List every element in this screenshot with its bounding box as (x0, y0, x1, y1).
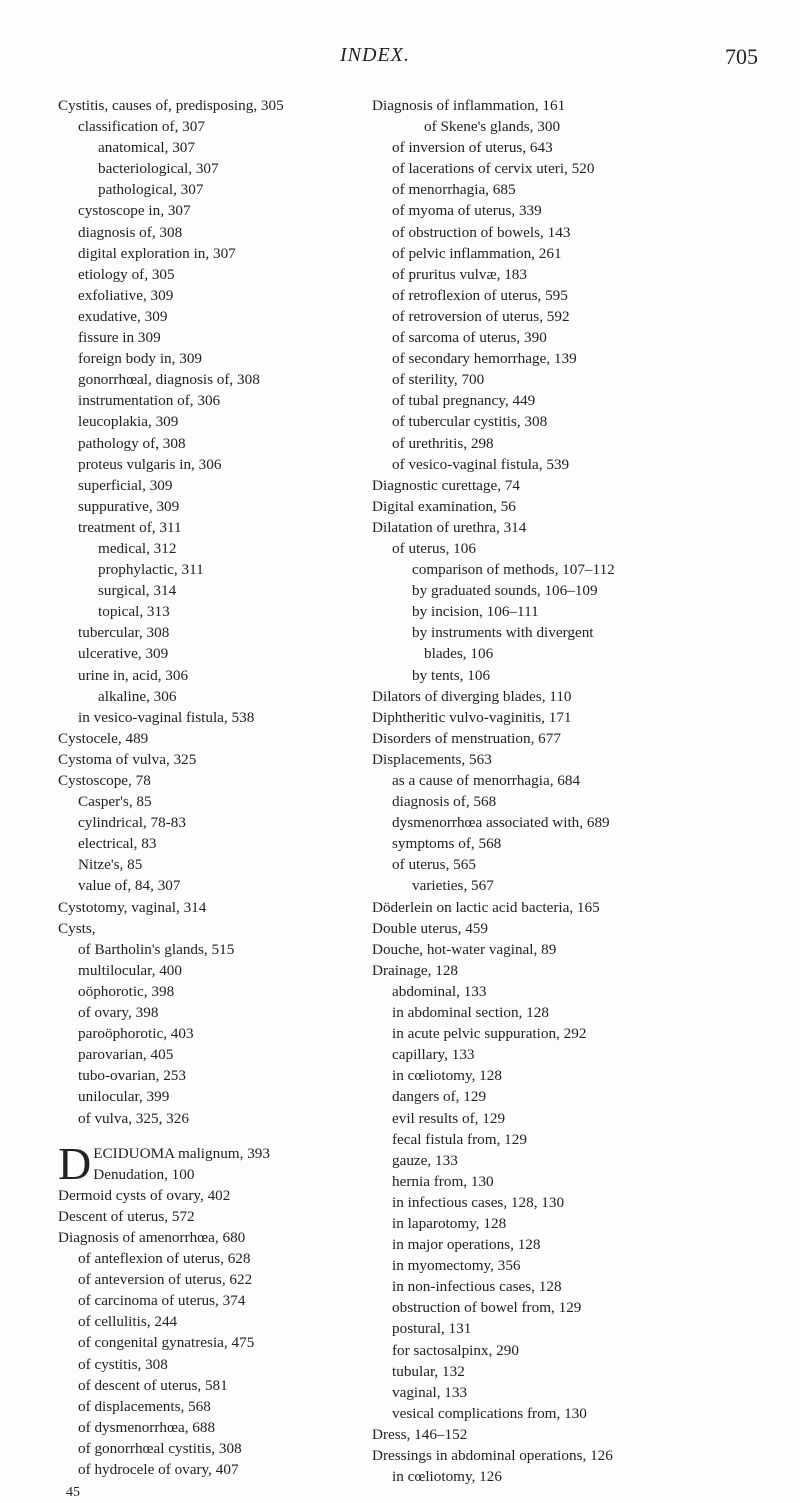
index-entry: of sterility, 700 (392, 371, 485, 389)
index-entry: of displacements, 568 (78, 1397, 211, 1415)
index-entry: electrical, 83 (78, 835, 157, 853)
index-entry: Diphtheritic vulvo-vaginitis, 171 (372, 708, 572, 726)
index-entry: in cœliotomy, 126 (392, 1468, 502, 1486)
index-entry: symptoms of, 568 (392, 835, 502, 853)
page-header (0, 44, 800, 84)
index-entry: of pelvic inflammation, 261 (392, 244, 562, 262)
index-entry: blades, 106 (424, 645, 494, 663)
index-entry: proteus vulgaris in, 306 (78, 455, 222, 473)
index-entry: unilocular, 399 (78, 1088, 170, 1106)
index-entry: anatomical, 307 (98, 139, 195, 157)
index-entry: of ovary, 398 (78, 1004, 159, 1022)
index-entry: leucoplakia, 309 (78, 413, 179, 431)
index-entry: of menorrhagia, 685 (392, 181, 516, 199)
index-entry: cystoscope in, 307 (78, 202, 191, 220)
index-entry: of obstruction of bowels, 143 (392, 223, 571, 241)
index-entry: alkaline, 306 (98, 687, 177, 705)
index-entry: of uterus, 106 (392, 539, 476, 557)
index-entry: of sarcoma of uterus, 390 (392, 329, 547, 347)
index-entry: fissure in 309 (78, 329, 161, 347)
index-entry: of tubal pregnancy, 449 (392, 392, 536, 410)
index-entry: of retroflexion of uterus, 595 (392, 286, 568, 304)
index-entry: comparison of methods, 107–112 (412, 561, 615, 579)
index-entry: in cœliotomy, 128 (392, 1067, 502, 1085)
dropcap-letter: D (58, 1137, 92, 1189)
index-entry: of Skene's glands, 300 (424, 118, 561, 136)
index-entry: Cystotomy, vaginal, 314 (58, 898, 207, 916)
index-entry: Double uterus, 459 (372, 919, 488, 937)
index-entry: of dysmenorrhœa, 688 (78, 1418, 216, 1436)
index-entry: Cystoma of vulva, 325 (58, 750, 197, 768)
index-entry: Cystoscope, 78 (58, 772, 151, 789)
index-entry: of hydrocele of ovary, 407 (78, 1461, 239, 1478)
index-entry: of secondary hemorrhage, 139 (392, 350, 577, 368)
index-entry: diagnosis of, 568 (392, 793, 497, 811)
index-entry: etiology of, 305 (78, 265, 175, 283)
index-entry: urine in, acid, 306 (78, 666, 189, 684)
index-entry: of retroversion of uterus, 592 (392, 307, 570, 325)
index-entry: tubular, 132 (392, 1362, 465, 1380)
index-entry: Cysts, (58, 919, 96, 937)
index-entry: paroöphorotic, 403 (78, 1025, 194, 1043)
index-entry: in infectious cases, 128, 130 (392, 1193, 565, 1211)
index-entry: Digital examination, 56 (372, 497, 516, 515)
index-entry: topical, 313 (98, 603, 170, 621)
index-entry: dysmenorrhœa associated with, 689 (392, 814, 610, 832)
index-entry: dangers of, 129 (392, 1088, 487, 1106)
index-entry: exudative, 309 (78, 307, 168, 325)
index-list-left-bottom (58, 1185, 408, 1480)
right-column (372, 95, 772, 1487)
index-entry: tubercular, 308 (78, 624, 170, 642)
index-entry: Dermoid cysts of ovary, 402 (58, 1186, 231, 1204)
index-entry: Cystocele, 489 (58, 729, 149, 747)
index-entry: in laparotomy, 128 (392, 1214, 507, 1232)
index-entry: of pruritus vulvæ, 183 (392, 265, 527, 283)
index-entry: in non-infectious cases, 128 (392, 1278, 562, 1296)
index-entry: medical, 312 (98, 539, 177, 557)
index-entry: of cystitis, 308 (78, 1355, 168, 1373)
index-entry: of cellulitis, 244 (78, 1313, 178, 1331)
index-entry: gonorrhœal, diagnosis of, 308 (78, 371, 260, 389)
index-entry: Cystitis, causes of, predisposing, 305 (58, 97, 284, 114)
index-entry: superficial, 309 (78, 476, 173, 494)
index-entry: by instruments with divergent (412, 624, 594, 642)
index-entry: capillary, 133 (392, 1046, 475, 1064)
index-entry: Dilatation of urethra, 314 (372, 518, 527, 536)
running-title: INDEX. (340, 44, 410, 66)
index-entry: of vesico-vaginal fistula, 539 (392, 455, 570, 473)
index-entry: of carcinoma of uterus, 374 (78, 1292, 246, 1310)
index-entry: Diagnosis of amenorrhœa, 680 (58, 1228, 246, 1246)
index-entry: of anteflexion of uterus, 628 (78, 1250, 251, 1268)
index-entry: Diagnostic curettage, 74 (372, 476, 521, 494)
signature-folio: 45 (66, 1485, 80, 1501)
index-entry: gauze, 133 (392, 1151, 458, 1169)
index-entry: vesical complications from, 130 (392, 1404, 587, 1422)
index-entry: treatment of, 311 (78, 518, 182, 536)
index-entry: by graduated sounds, 106–109 (412, 582, 598, 600)
index-entry: multilocular, 400 (78, 961, 182, 979)
index-entry: Casper's, 85 (78, 793, 152, 811)
index-entry: of descent of uterus, 581 (78, 1376, 228, 1394)
index-entry: of lacerations of cervix uteri, 520 (392, 160, 595, 178)
index-entry: in major operations, 128 (392, 1236, 541, 1254)
index-list-left-top (58, 95, 408, 1129)
index-entry: parovarian, 405 (78, 1046, 174, 1064)
index-entry: digital exploration in, 307 (78, 244, 236, 262)
index-entry: foreign body in, 309 (78, 350, 203, 368)
index-entry: bacteriological, 307 (98, 160, 219, 178)
index-entry: of myoma of uterus, 339 (392, 202, 542, 220)
index-entry: Douche, hot-water vaginal, 89 (372, 940, 557, 958)
index-entry: postural, 131 (392, 1320, 472, 1338)
index-entry: Nitze's, 85 (78, 856, 143, 874)
index-entry: Descent of uterus, 572 (58, 1207, 195, 1225)
page-number: 705 (725, 44, 758, 69)
index-entry: surgical, 314 (98, 582, 177, 600)
index-entry: by incision, 106–111 (412, 603, 539, 621)
index-entry: hernia from, 130 (392, 1172, 494, 1190)
index-entry: Disorders of menstruation, 677 (372, 729, 561, 747)
index-entry: varieties, 567 (412, 877, 494, 895)
index-entry: as a cause of menorrhagia, 684 (392, 772, 581, 789)
index-entry: of congenital gynatresia, 475 (78, 1334, 255, 1352)
index-entry: of gonorrhœal cystitis, 308 (78, 1439, 242, 1457)
index-entry: vaginal, 133 (392, 1383, 468, 1401)
index-entry: abdominal, 133 (392, 982, 487, 1000)
index-entry: Döderlein on lactic acid bacteria, 165 (372, 898, 600, 916)
index-entry: classification of, 307 (78, 118, 205, 136)
dropcap-continuation: Denudation, 100 (93, 1165, 195, 1183)
index-entry: in abdominal section, 128 (392, 1004, 549, 1022)
index-entry: pathology of, 308 (78, 434, 186, 452)
index-entry: Drainage, 128 (372, 961, 459, 979)
index-entry: oöphorotic, 398 (78, 982, 175, 1000)
index-list-right (372, 95, 772, 1487)
index-entry: in vesico-vaginal fistula, 538 (78, 708, 255, 726)
index-entry: Diagnosis of inflammation, 161 (372, 97, 566, 114)
index-entry: pathological, 307 (98, 181, 204, 199)
index-entry: of Bartholin's glands, 515 (78, 940, 235, 958)
index-entry: Dilators of diverging blades, 110 (372, 687, 572, 705)
index-entry: of tubercular cystitis, 308 (392, 413, 548, 431)
dropcap-entry (58, 1137, 408, 1189)
index-entry: of vulva, 325, 326 (78, 1109, 189, 1127)
index-entry: suppurative, 309 (78, 497, 180, 515)
index-entry: value of, 84, 307 (78, 877, 181, 895)
index-entry: of uterus, 565 (392, 856, 476, 874)
dropcap-entry-text: ECIDUOMA malignum, 393 (93, 1144, 270, 1162)
index-entry: of anteversion of uterus, 622 (78, 1271, 253, 1289)
left-column (58, 95, 408, 1503)
index-entry: fecal fistula from, 129 (392, 1130, 527, 1148)
index-entry: tubo-ovarian, 253 (78, 1067, 186, 1085)
index-entry: ulcerative, 309 (78, 645, 169, 663)
index-entry: by tents, 106 (412, 666, 491, 684)
index-entry: instrumentation of, 306 (78, 392, 221, 410)
index-entry: evil results of, 129 (392, 1109, 506, 1127)
index-entry: prophylactic, 311 (98, 561, 204, 579)
index-entry: Dressings in abdominal operations, 126 (372, 1447, 613, 1464)
index-entry: obstruction of bowel from, 129 (392, 1299, 582, 1317)
index-entry: diagnosis of, 308 (78, 223, 183, 241)
index-entry: Dress, 146–152 (372, 1425, 468, 1443)
index-entry: of urethritis, 298 (392, 434, 494, 452)
index-entry: Displacements, 563 (372, 750, 492, 768)
index-entry: exfoliative, 309 (78, 286, 174, 304)
index-entry: of inversion of uterus, 643 (392, 139, 553, 157)
index-entry: cylindrical, 78-83 (78, 814, 186, 832)
index-entry: in myomectomy, 356 (392, 1257, 521, 1275)
index-entry: for sactosalpinx, 290 (392, 1341, 519, 1359)
index-entry: in acute pelvic suppuration, 292 (392, 1025, 587, 1043)
